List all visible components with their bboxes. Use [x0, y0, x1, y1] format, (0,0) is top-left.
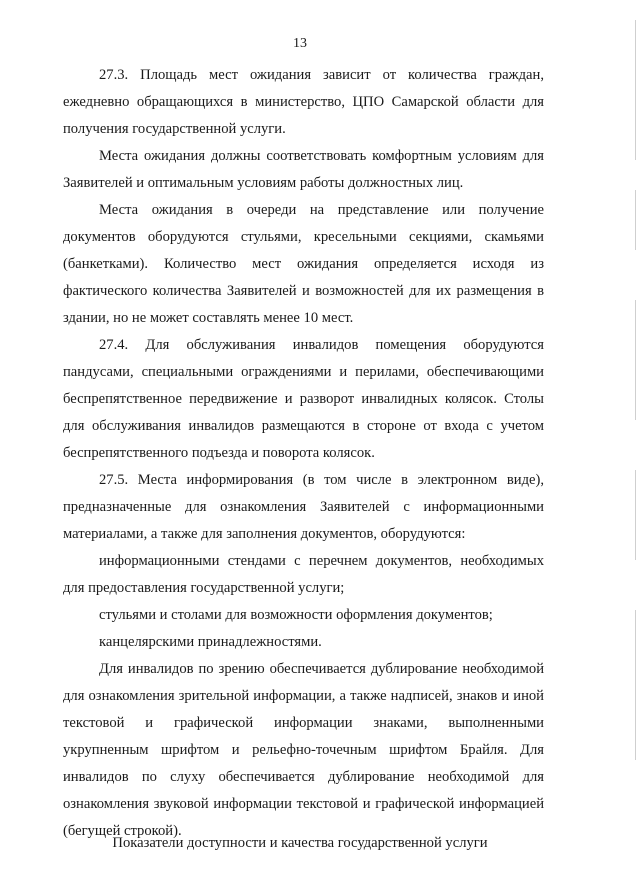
paragraph-27-5: 27.5. Места информирования (в том числе в электронном виде), предназначенные для ознакомления Заявителей с информационными материалами, а также для заполнения документов, оборудуются: [63, 472, 544, 542]
page-number: 13 [293, 36, 307, 51]
paragraph-waiting-places: Места ожидания должны соответствовать комфортным условиям для Заявителей и оптимальным условиям работы должностных лиц. [63, 148, 544, 191]
scan-margin-marks [626, 0, 640, 895]
paragraph-accessibility: Для инвалидов по зрению обеспечивается дублирование необходимой для ознакомления зрительной информации, а также надписей, знаков и иной текстовой и графической информации знаками, выполненными укрупненным шрифтом и рельефно-точечным шрифтом Брайля. Для инвалидов по слуху обеспечивается дублирование необходимой для ознакомления звуковой информации текстовой и графической информацией (бегущей строкой). [63, 661, 544, 839]
document-body [63, 62, 544, 845]
paragraph-27-4: 27.4. Для обслуживания инвалидов помещения оборудуются пандусами, специальными ограждениями и перилами, обеспечивающими беспрепятственное передвижение и разворот инвалидных колясок. Столы для обслуживания инвалидов размещаются в стороне от входа с учетом беспрепятственного подъезда и поворота колясок. [63, 337, 544, 461]
section-heading: Показатели доступности и качества государственной услуги [112, 835, 488, 851]
list-item-info-stands: информационными стендами с перечнем документов, необходимых для предоставления государственной услуги; [63, 553, 544, 596]
paragraph-waiting-queue: Места ожидания в очереди на представление или получение документов оборудуются стульями, кресельными секциями, скамьями (банкетками). Количество мест ожидания определяется исходя из фактического количества Заявителей и возможностей для их размещения в здании, но не может составлять менее 10 мест. [63, 202, 544, 326]
paragraph-27-3: 27.3. Площадь мест ожидания зависит от количества граждан, ежедневно обращающихся в министерство, ЦПО Самарской области для получения государственной услуги. [63, 67, 544, 137]
list-item-chairs-tables: стульями и столами для возможности оформления документов; [99, 607, 493, 623]
list-item-stationery: канцелярскими принадлежностями. [99, 634, 322, 650]
